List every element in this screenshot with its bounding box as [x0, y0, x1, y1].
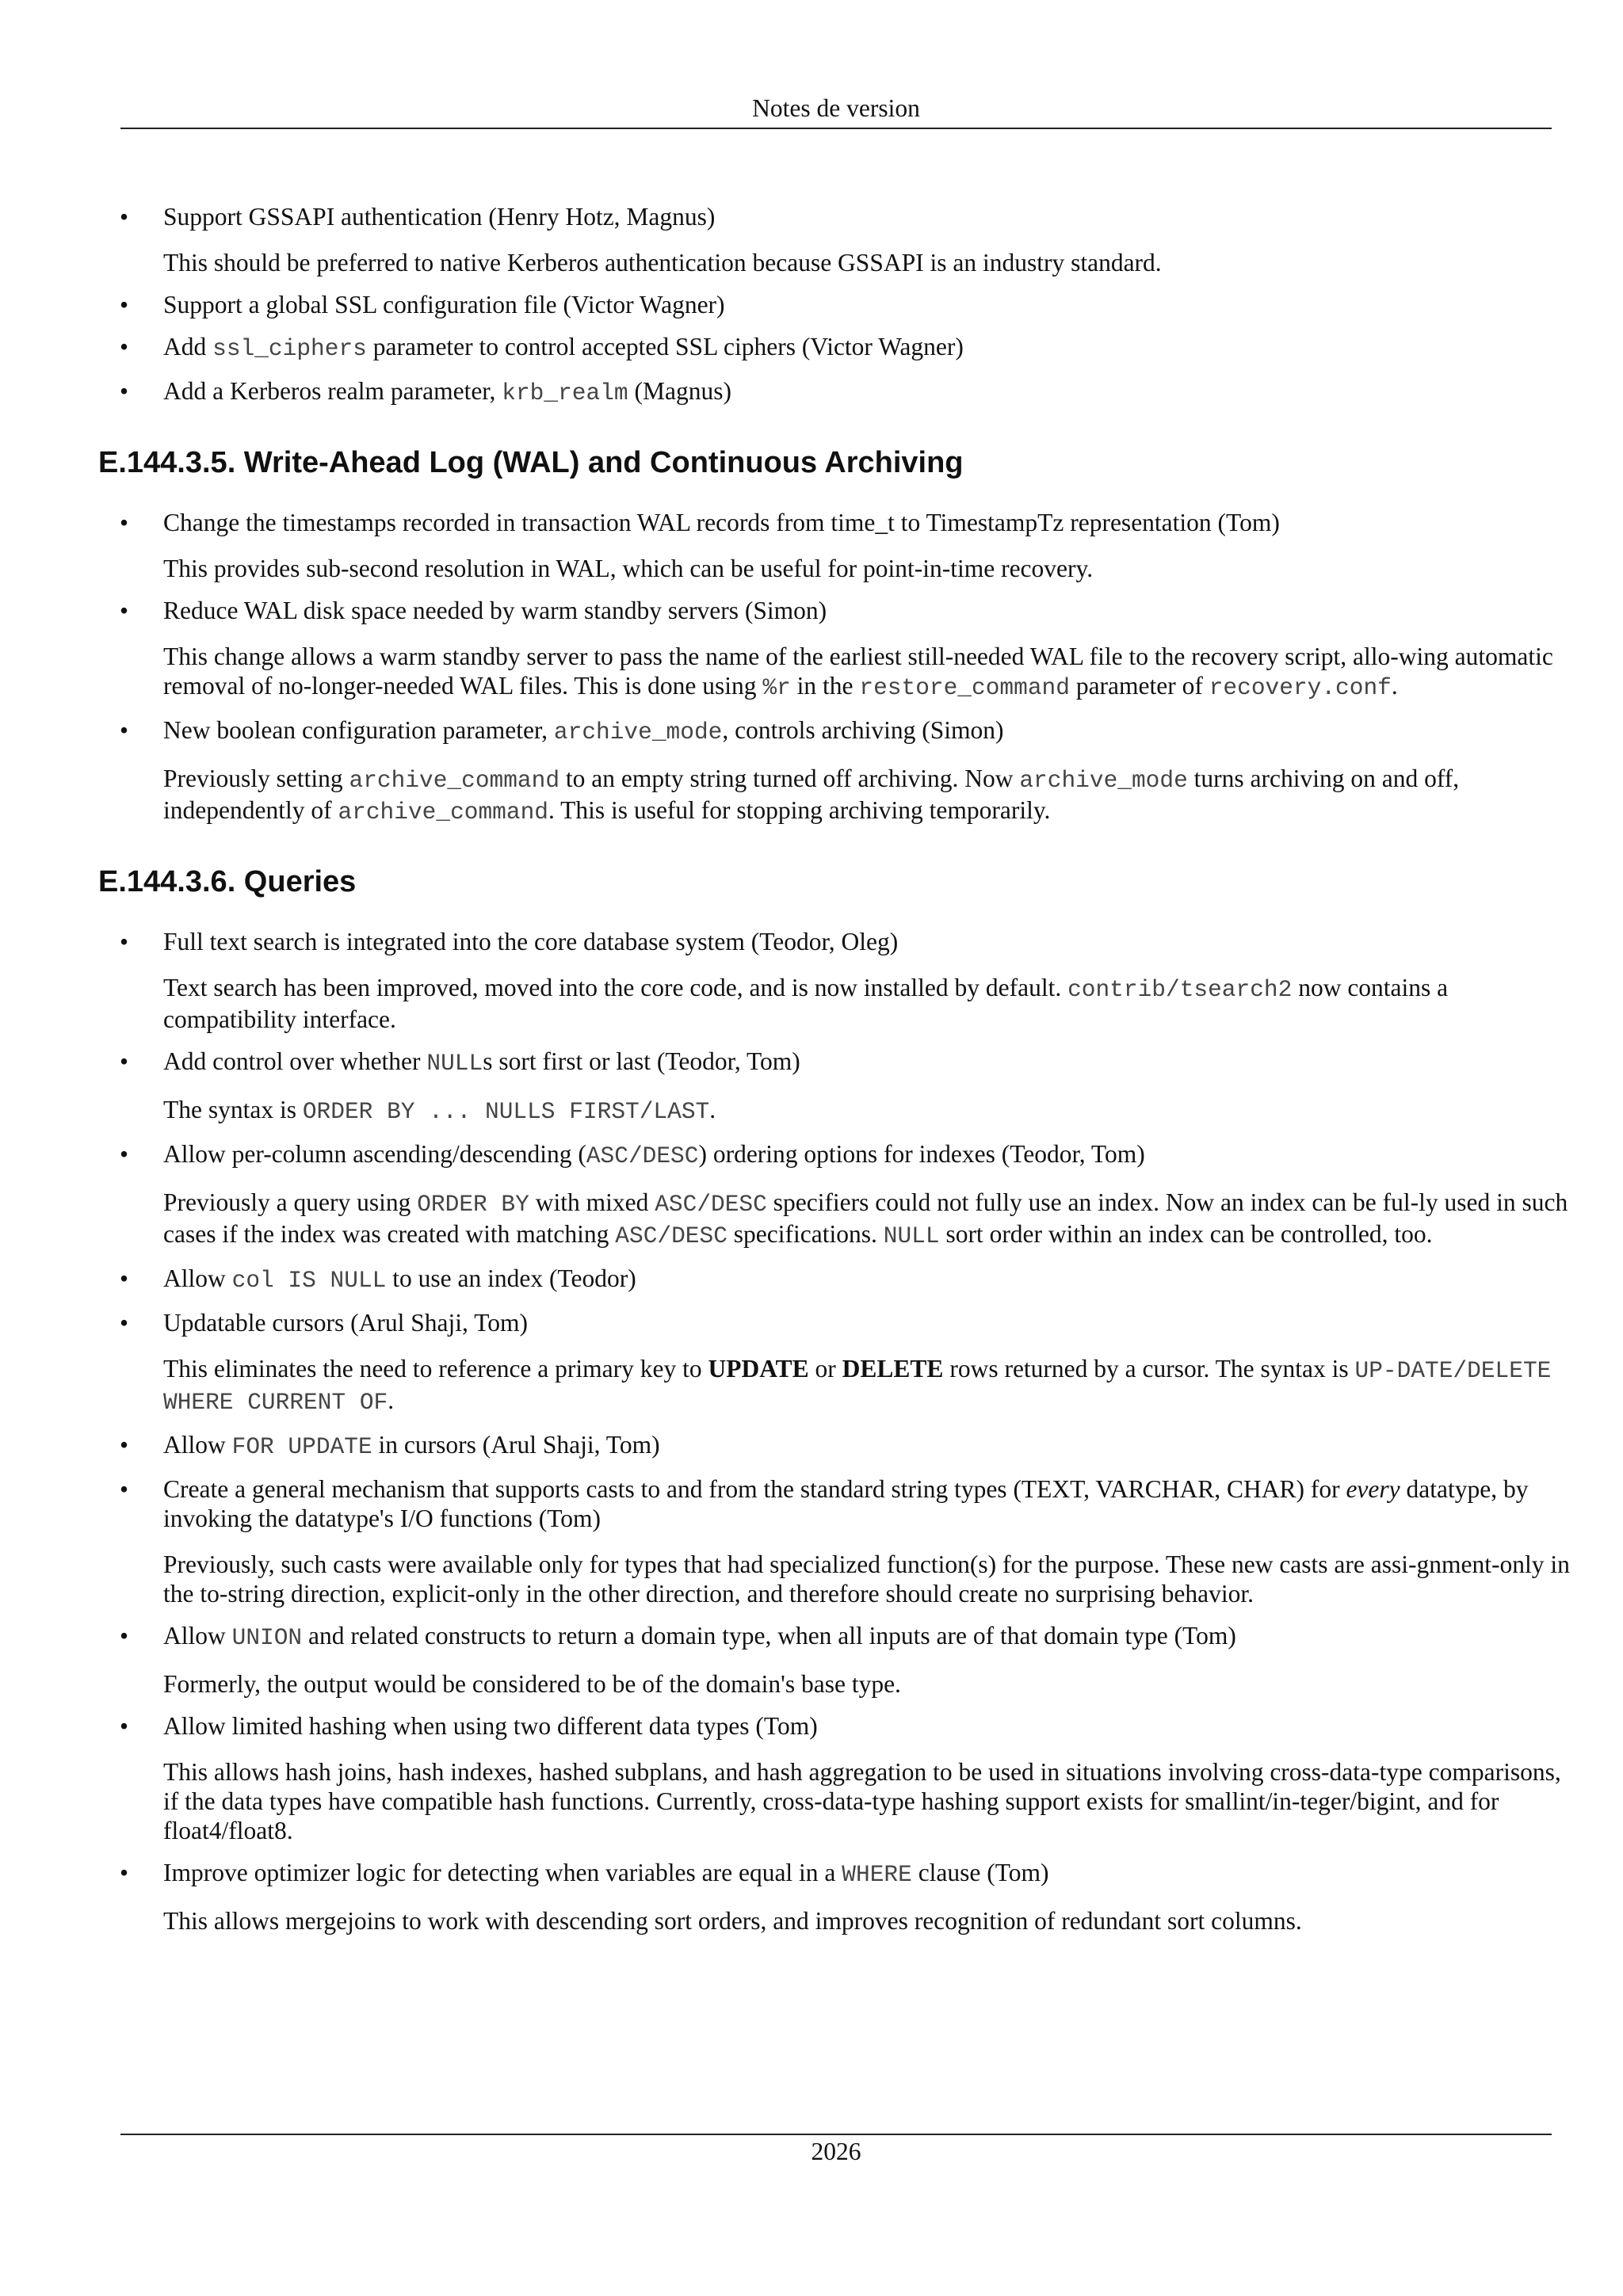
item-main: • Allow limited hashing when using two different data types (Tom) [163, 1712, 818, 1740]
inline-code: archive_mode [553, 719, 723, 746]
inline-code: recovery.conf [1209, 674, 1392, 701]
item-detail: This should be preferred to native Kerberos authentication because GSSAPI is an industry standard. [163, 249, 1162, 277]
item-main: • Allow col IS NULL to use an index (Teodor) [163, 1264, 636, 1294]
inline-code: archive_mode [1019, 767, 1188, 794]
list-item [98, 1858, 1572, 1936]
item-main: • Allow FOR UPDATE in cursors (Arul Shaji, Tom) [163, 1431, 660, 1460]
inline-code: col IS NULL [231, 1267, 387, 1294]
list-item [98, 715, 1572, 827]
page-header: Notes de version [752, 94, 920, 122]
inline-code: krb_realm [502, 379, 628, 406]
inline-code: archive_command [338, 799, 548, 826]
item-detail: This allows mergejoins to work with descending sort orders, and improves recognition of redundant sort columns. [163, 1907, 1302, 1935]
item-main: • Improve optimizer logic for detecting when variables are equal in a WHERE clause (Tom) [163, 1859, 1049, 1888]
header-rule [120, 128, 1552, 129]
intro-list [98, 202, 1572, 408]
inline-code: NULL [883, 1222, 940, 1249]
inline-code: ORDER BY [417, 1191, 529, 1218]
item-detail: Previously, such casts were available only for types that had specialized function(s) for the purpose. These new casts are assi-gnment-only in the to-string direction, explicit-only in the other direction, and therefore should create no surprising behavior. [163, 1550, 1570, 1608]
list-item [98, 1430, 1572, 1462]
item-detail: The syntax is ORDER BY ... NULLS FIRST/LAST. [163, 1096, 716, 1125]
list-item [98, 290, 1572, 319]
inline-code: UP-DATE/DELETE WHERE CURRENT OF [163, 1357, 1552, 1416]
list-item [98, 1621, 1572, 1699]
wal-list [98, 508, 1572, 827]
emphasis-text: every [1346, 1475, 1400, 1503]
section-title-queries: E.144.3.6. Queries [98, 865, 357, 898]
inline-code: ASC/DESC [615, 1222, 727, 1249]
bold-term: DELETE [842, 1355, 944, 1383]
section-title-wal: E.144.3.5. Write-Ahead Log (WAL) and Continuous Archiving [98, 446, 964, 479]
inline-code: ASC/DESC [655, 1191, 767, 1218]
inline-code: NULL [426, 1050, 483, 1077]
inline-code: UNION [231, 1624, 303, 1651]
list-item [98, 1139, 1572, 1251]
item-main: • Create a general mechanism that supports casts to and from the standard string types (TEXT, VARCHAR, CHAR) for every datatype, by invoking the datatype's I/O functions (Tom) [163, 1475, 1529, 1532]
page-content [98, 202, 1572, 1948]
item-detail: Previously a query using ORDER BY with mixed ASC/DESC specifiers could not fully use an index. Now an index can be ful-ly used in such cases if the index was created with matching ASC/DESC specifications. NULL sort order within an index can be controlled, too. [163, 1188, 1568, 1249]
bold-term: UPDATE [708, 1355, 809, 1383]
list-item [98, 1047, 1572, 1127]
item-main: • Updatable cursors (Arul Shaji, Tom) [163, 1309, 528, 1337]
list-item [98, 596, 1572, 703]
item-main: • Allow per-column ascending/descending (ASC/DESC) ordering options for indexes (Teodor, Tom) [163, 1140, 1145, 1169]
item-detail: This allows hash joins, hash indexes, hashed subplans, and hash aggregation to be used in situations involving cross-data-type comparisons, if the data types have compatible hash functions. Currently, cross-data-type hashing support exists for smallint/in-teger/bigint, and for float4/float8. [163, 1758, 1561, 1844]
item-main: • New boolean configuration parameter, archive_mode, controls archiving (Simon) [163, 716, 1004, 746]
item-main: • Add control over whether NULLs sort first or last (Teodor, Tom) [163, 1047, 800, 1077]
item-main: • Full text search is integrated into the core database system (Teodor, Oleg) [163, 928, 899, 955]
list-item [98, 508, 1572, 583]
list-item [98, 1474, 1572, 1608]
list-item [98, 202, 1572, 277]
list-item [98, 1711, 1572, 1845]
item-main: • Allow UNION and related constructs to return a domain type, when all inputs are of that domain type (Tom) [163, 1622, 1236, 1651]
queries-list [98, 927, 1572, 1936]
item-main: • Reduce WAL disk space needed by warm standby servers (Simon) [163, 597, 827, 624]
inline-code: ORDER BY ... NULLS FIRST/LAST [302, 1098, 710, 1125]
item-main: • Support a global SSL configuration file (Victor Wagner) [163, 291, 725, 318]
inline-code: WHERE [842, 1861, 912, 1888]
list-item [98, 332, 1572, 364]
inline-code: %r [762, 674, 791, 701]
list-item [98, 1264, 1572, 1295]
list-item [98, 1308, 1572, 1417]
item-main: • Add a Kerberos realm parameter, krb_realm (Magnus) [163, 377, 731, 406]
inline-code: ssl_ciphers [212, 335, 367, 362]
inline-code: FOR UPDATE [231, 1433, 372, 1460]
item-detail: This change allows a warm standby server to pass the name of the earliest still-needed WAL file to the recovery script, allo-wing automatic removal of no-longer-needed WAL files. This is done using %r in the restore_command parameter of recovery.conf. [163, 643, 1553, 701]
item-detail: Previously setting archive_command to an empty string turned off archiving. Now archive_mode turns archiving on and off, independently of archive_command. This is useful for stopping archiving temporarily. [163, 765, 1460, 826]
item-main: • Add ssl_ciphers parameter to control accepted SSL ciphers (Victor Wagner) [163, 333, 964, 362]
item-detail: Formerly, the output would be considered to be of the domain's base type. [163, 1670, 901, 1698]
item-detail: Text search has been improved, moved into the core code, and is now installed by default. contrib/tsearch2 now contains a compatibility interface. [163, 974, 1449, 1033]
list-item [98, 376, 1572, 408]
item-main: • Change the timestamps recorded in transaction WAL records from time_t to TimestampTz representation (Tom) [163, 509, 1280, 536]
inline-code: archive_command [349, 767, 560, 794]
list-item [98, 927, 1572, 1034]
item-main: • Support GSSAPI authentication (Henry Hotz, Magnus) [163, 203, 716, 231]
inline-code: restore_command [859, 674, 1070, 701]
page-number: 2026 [811, 2138, 861, 2165]
inline-code: ASC/DESC [586, 1142, 699, 1169]
inline-code: contrib/tsearch2 [1067, 976, 1293, 1003]
item-detail: This eliminates the need to reference a primary key to UPDATE or DELETE rows returned by a cursor. The syntax is UP-DATE/DELETE WHERE CURRENT OF. [163, 1355, 1552, 1416]
item-detail: This provides sub-second resolution in WAL, which can be useful for point-in-time recovery. [163, 555, 1094, 582]
